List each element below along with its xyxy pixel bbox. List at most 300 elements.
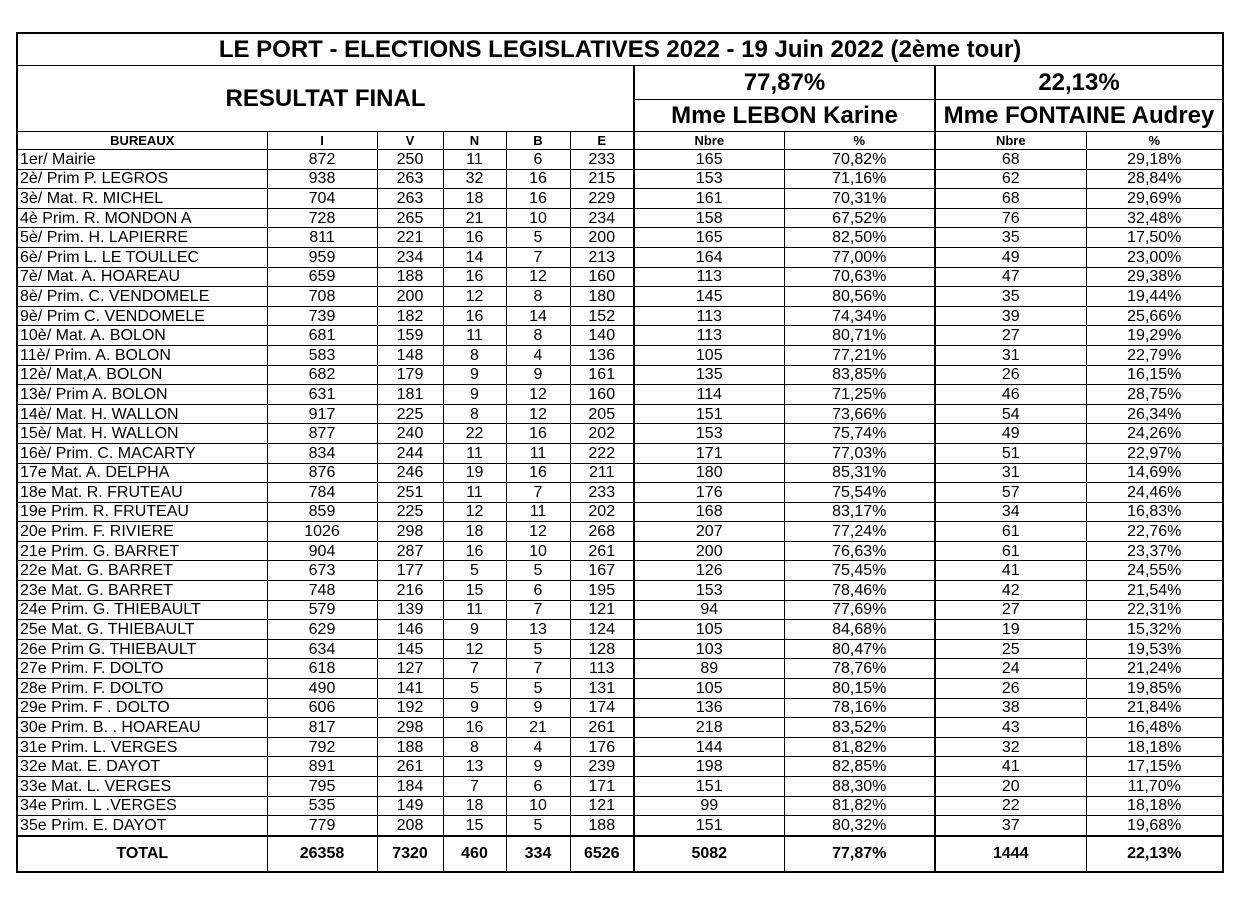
total-cell: 77,87% bbox=[784, 836, 935, 872]
bureau-name: 20e Prim. F. RIVIERE bbox=[17, 522, 267, 542]
table-cell: 250 bbox=[377, 150, 443, 170]
bureau-name: 24e Prim. G. THIEBAULT bbox=[17, 600, 267, 620]
table-cell: 171 bbox=[570, 777, 634, 797]
table-cell: 198 bbox=[634, 757, 784, 777]
total-cell: 22,13% bbox=[1086, 836, 1223, 872]
bureau-name: 16è/ Prim. C. MACARTY bbox=[17, 443, 267, 463]
table-cell: 11 bbox=[443, 150, 506, 170]
table-cell: 5 bbox=[443, 561, 506, 581]
table-cell: 234 bbox=[377, 247, 443, 267]
table-cell: 61 bbox=[935, 522, 1086, 542]
table-cell: 579 bbox=[267, 600, 377, 620]
table-cell: 263 bbox=[377, 169, 443, 189]
table-cell: 174 bbox=[570, 698, 634, 718]
table-cell: 708 bbox=[267, 287, 377, 307]
table-cell: 225 bbox=[377, 502, 443, 522]
table-cell: 6 bbox=[506, 777, 570, 797]
bureau-name: 29e Prim. F . DOLTO bbox=[17, 698, 267, 718]
table-cell: 39 bbox=[935, 306, 1086, 326]
table-cell: 784 bbox=[267, 483, 377, 503]
table-cell: 28,75% bbox=[1086, 385, 1223, 405]
table-cell: 202 bbox=[570, 424, 634, 444]
bureau-name: 33e Mat. L. VERGES bbox=[17, 777, 267, 797]
table-cell: 46 bbox=[935, 385, 1086, 405]
table-cell: 261 bbox=[570, 541, 634, 561]
table-cell: 629 bbox=[267, 620, 377, 640]
table-cell: 49 bbox=[935, 424, 1086, 444]
table-cell: 176 bbox=[634, 483, 784, 503]
table-cell: 41 bbox=[935, 561, 1086, 581]
table-cell: 11 bbox=[443, 600, 506, 620]
table-cell: 139 bbox=[377, 600, 443, 620]
table-cell: 10 bbox=[506, 541, 570, 561]
table-cell: 67,52% bbox=[784, 208, 935, 228]
total-row bbox=[17, 836, 1223, 872]
table-cell: 5 bbox=[443, 679, 506, 699]
table-cell: 161 bbox=[634, 189, 784, 209]
table-cell: 817 bbox=[267, 718, 377, 738]
table-cell: 5 bbox=[506, 228, 570, 248]
table-cell: 222 bbox=[570, 443, 634, 463]
table-cell: 200 bbox=[634, 541, 784, 561]
table-cell: 77,21% bbox=[784, 345, 935, 365]
table-cell: 10 bbox=[506, 796, 570, 816]
table-cell: 22,79% bbox=[1086, 345, 1223, 365]
bureau-name: 31e Prim. L. VERGES bbox=[17, 737, 267, 757]
table-cell: 28,84% bbox=[1086, 169, 1223, 189]
total-cell: 6526 bbox=[570, 836, 634, 872]
table-cell: 80,32% bbox=[784, 816, 935, 836]
table-cell: 27 bbox=[935, 326, 1086, 346]
table-cell: 18 bbox=[443, 796, 506, 816]
column-header: % bbox=[784, 132, 935, 150]
table-cell: 938 bbox=[267, 169, 377, 189]
table-cell: 792 bbox=[267, 737, 377, 757]
total-cell: 1444 bbox=[935, 836, 1086, 872]
table-cell: 891 bbox=[267, 757, 377, 777]
table-row bbox=[17, 777, 1223, 797]
table-cell: 135 bbox=[634, 365, 784, 385]
table-cell: 152 bbox=[570, 306, 634, 326]
table-cell: 14,69% bbox=[1086, 463, 1223, 483]
table-cell: 16 bbox=[443, 228, 506, 248]
table-cell: 42 bbox=[935, 581, 1086, 601]
table-cell: 216 bbox=[377, 581, 443, 601]
table-cell: 9 bbox=[443, 385, 506, 405]
table-cell: 80,15% bbox=[784, 679, 935, 699]
bureau-name: 14è/ Mat. H. WALLON bbox=[17, 404, 267, 424]
table-cell: 21,84% bbox=[1086, 698, 1223, 718]
table-cell: 8 bbox=[443, 404, 506, 424]
table-cell: 16 bbox=[506, 189, 570, 209]
table-cell: 136 bbox=[570, 345, 634, 365]
table-cell: 225 bbox=[377, 404, 443, 424]
table-cell: 77,00% bbox=[784, 247, 935, 267]
table-cell: 682 bbox=[267, 365, 377, 385]
table-cell: 7 bbox=[443, 777, 506, 797]
table-row bbox=[17, 150, 1223, 170]
bureau-name: 23e Mat. G. BARRET bbox=[17, 581, 267, 601]
table-cell: 94 bbox=[634, 600, 784, 620]
bureau-name: 15è/ Mat. H. WALLON bbox=[17, 424, 267, 444]
table-cell: 76 bbox=[935, 208, 1086, 228]
bureau-name: 17e Mat. A. DELPHA bbox=[17, 463, 267, 483]
column-header: BUREAUX bbox=[17, 132, 267, 150]
bureau-name: 5è/ Prim. H. LAPIERRE bbox=[17, 228, 267, 248]
table-cell: 739 bbox=[267, 306, 377, 326]
table-cell: 29,38% bbox=[1086, 267, 1223, 287]
table-cell: 18,18% bbox=[1086, 796, 1223, 816]
table-cell: 24,46% bbox=[1086, 483, 1223, 503]
table-row bbox=[17, 228, 1223, 248]
table-cell: 83,85% bbox=[784, 365, 935, 385]
table-cell: 261 bbox=[570, 718, 634, 738]
table-cell: 251 bbox=[377, 483, 443, 503]
column-header-row bbox=[17, 132, 1223, 150]
table-cell: 83,17% bbox=[784, 502, 935, 522]
bureau-name: 28e Prim. F. DOLTO bbox=[17, 679, 267, 699]
table-cell: 16 bbox=[506, 169, 570, 189]
table-cell: 75,54% bbox=[784, 483, 935, 503]
table-cell: 113 bbox=[634, 326, 784, 346]
table-cell: 136 bbox=[634, 698, 784, 718]
table-cell: 583 bbox=[267, 345, 377, 365]
table-cell: 22,97% bbox=[1086, 443, 1223, 463]
table-cell: 31 bbox=[935, 345, 1086, 365]
table-cell: 26 bbox=[935, 365, 1086, 385]
table-cell: 128 bbox=[570, 639, 634, 659]
table-cell: 16 bbox=[443, 267, 506, 287]
table-cell: 5 bbox=[506, 639, 570, 659]
table-cell: 239 bbox=[570, 757, 634, 777]
table-row bbox=[17, 679, 1223, 699]
table-cell: 834 bbox=[267, 443, 377, 463]
table-cell: 211 bbox=[570, 463, 634, 483]
table-cell: 103 bbox=[634, 639, 784, 659]
table-cell: 207 bbox=[634, 522, 784, 542]
table-cell: 25,66% bbox=[1086, 306, 1223, 326]
table-cell: 18,18% bbox=[1086, 737, 1223, 757]
table-cell: 141 bbox=[377, 679, 443, 699]
table-cell: 19 bbox=[443, 463, 506, 483]
table-cell: 200 bbox=[570, 228, 634, 248]
table-cell: 49 bbox=[935, 247, 1086, 267]
bureau-name: 9è/ Prim C. VENDOMELE bbox=[17, 306, 267, 326]
table-cell: 779 bbox=[267, 816, 377, 836]
table-cell: 127 bbox=[377, 659, 443, 679]
table-cell: 51 bbox=[935, 443, 1086, 463]
table-cell: 11 bbox=[443, 326, 506, 346]
table-cell: 78,46% bbox=[784, 581, 935, 601]
table-cell: 24 bbox=[935, 659, 1086, 679]
table-cell: 164 bbox=[634, 247, 784, 267]
table-cell: 7 bbox=[506, 483, 570, 503]
table-cell: 188 bbox=[377, 267, 443, 287]
table-cell: 153 bbox=[634, 424, 784, 444]
table-cell: 16 bbox=[506, 424, 570, 444]
table-row bbox=[17, 169, 1223, 189]
table-row bbox=[17, 757, 1223, 777]
table-cell: 917 bbox=[267, 404, 377, 424]
table-cell: 5 bbox=[506, 561, 570, 581]
table-cell: 29,18% bbox=[1086, 150, 1223, 170]
table-cell: 6 bbox=[506, 581, 570, 601]
table-cell: 126 bbox=[634, 561, 784, 581]
table-cell: 535 bbox=[267, 796, 377, 816]
table-cell: 80,71% bbox=[784, 326, 935, 346]
table-cell: 148 bbox=[377, 345, 443, 365]
table-cell: 11 bbox=[506, 443, 570, 463]
table-cell: 77,24% bbox=[784, 522, 935, 542]
total-cell: 334 bbox=[506, 836, 570, 872]
table-cell: 113 bbox=[570, 659, 634, 679]
table-cell: 21 bbox=[443, 208, 506, 228]
table-cell: 19,29% bbox=[1086, 326, 1223, 346]
table-cell: 728 bbox=[267, 208, 377, 228]
table-cell: 75,45% bbox=[784, 561, 935, 581]
table-cell: 7 bbox=[506, 659, 570, 679]
table-cell: 146 bbox=[377, 620, 443, 640]
bureau-name: 4è Prim. R. MONDON A bbox=[17, 208, 267, 228]
table-cell: 160 bbox=[570, 385, 634, 405]
table-cell: 208 bbox=[377, 816, 443, 836]
table-cell: 12 bbox=[506, 522, 570, 542]
table-cell: 218 bbox=[634, 718, 784, 738]
table-cell: 81,82% bbox=[784, 796, 935, 816]
table-cell: 17,15% bbox=[1086, 757, 1223, 777]
total-cell: 5082 bbox=[634, 836, 784, 872]
table-cell: 10 bbox=[506, 208, 570, 228]
table-cell: 195 bbox=[570, 581, 634, 601]
table-cell: 246 bbox=[377, 463, 443, 483]
table-row bbox=[17, 522, 1223, 542]
table-cell: 9 bbox=[506, 757, 570, 777]
candidate-1-name: Mme LEBON Karine bbox=[634, 100, 935, 132]
table-cell: 153 bbox=[634, 169, 784, 189]
table-cell: 24,26% bbox=[1086, 424, 1223, 444]
table-cell: 265 bbox=[377, 208, 443, 228]
table-cell: 287 bbox=[377, 541, 443, 561]
table-row bbox=[17, 561, 1223, 581]
table-cell: 77,69% bbox=[784, 600, 935, 620]
table-cell: 23,00% bbox=[1086, 247, 1223, 267]
table-cell: 9 bbox=[443, 365, 506, 385]
result-label: RESULTAT FINAL bbox=[17, 66, 634, 132]
table-cell: 8 bbox=[443, 737, 506, 757]
table-cell: 16 bbox=[443, 541, 506, 561]
candidate-2-name: Mme FONTAINE Audrey bbox=[935, 100, 1223, 132]
table-cell: 88,30% bbox=[784, 777, 935, 797]
table-cell: 38 bbox=[935, 698, 1086, 718]
table-cell: 16 bbox=[443, 306, 506, 326]
table-cell: 78,16% bbox=[784, 698, 935, 718]
table-cell: 176 bbox=[570, 737, 634, 757]
table-row bbox=[17, 600, 1223, 620]
table-cell: 151 bbox=[634, 404, 784, 424]
column-header: N bbox=[443, 132, 506, 150]
table-cell: 11 bbox=[443, 443, 506, 463]
table-cell: 12 bbox=[506, 404, 570, 424]
table-cell: 11,70% bbox=[1086, 777, 1223, 797]
table-row bbox=[17, 443, 1223, 463]
table-cell: 179 bbox=[377, 365, 443, 385]
table-cell: 165 bbox=[634, 228, 784, 248]
bureau-name: 13è/ Prim A. BOLON bbox=[17, 385, 267, 405]
table-cell: 877 bbox=[267, 424, 377, 444]
table-cell: 7 bbox=[506, 247, 570, 267]
table-cell: 161 bbox=[570, 365, 634, 385]
table-cell: 68 bbox=[935, 189, 1086, 209]
table-cell: 62 bbox=[935, 169, 1086, 189]
table-cell: 268 bbox=[570, 522, 634, 542]
table-cell: 606 bbox=[267, 698, 377, 718]
table-cell: 153 bbox=[634, 581, 784, 601]
table-cell: 121 bbox=[570, 600, 634, 620]
table-cell: 15 bbox=[443, 816, 506, 836]
table-cell: 213 bbox=[570, 247, 634, 267]
table-cell: 4 bbox=[506, 345, 570, 365]
table-cell: 145 bbox=[377, 639, 443, 659]
table-cell: 659 bbox=[267, 267, 377, 287]
table-row bbox=[17, 620, 1223, 640]
bureau-name: 22e Mat. G. BARRET bbox=[17, 561, 267, 581]
table-cell: 180 bbox=[634, 463, 784, 483]
table-row bbox=[17, 267, 1223, 287]
table-cell: 159 bbox=[377, 326, 443, 346]
table-cell: 4 bbox=[506, 737, 570, 757]
table-row bbox=[17, 639, 1223, 659]
table-cell: 263 bbox=[377, 189, 443, 209]
table-cell: 82,50% bbox=[784, 228, 935, 248]
table-cell: 31 bbox=[935, 463, 1086, 483]
table-cell: 188 bbox=[570, 816, 634, 836]
table-cell: 184 bbox=[377, 777, 443, 797]
table-cell: 13 bbox=[443, 757, 506, 777]
table-row bbox=[17, 365, 1223, 385]
bureau-name: 1er/ Mairie bbox=[17, 150, 267, 170]
column-header: Nbre bbox=[935, 132, 1086, 150]
table-cell: 22 bbox=[935, 796, 1086, 816]
table-cell: 233 bbox=[570, 150, 634, 170]
table-cell: 7 bbox=[443, 659, 506, 679]
page-title: LE PORT - ELECTIONS LEGISLATIVES 2022 - 19 Juin 2022 (2ème tour) bbox=[17, 33, 1223, 66]
table-cell: 26,34% bbox=[1086, 404, 1223, 424]
total-cell: 26358 bbox=[267, 836, 377, 872]
table-cell: 188 bbox=[377, 737, 443, 757]
bureau-name: 8è/ Prim. C. VENDOMELE bbox=[17, 287, 267, 307]
table-cell: 151 bbox=[634, 777, 784, 797]
table-cell: 634 bbox=[267, 639, 377, 659]
table-cell: 47 bbox=[935, 267, 1086, 287]
table-row bbox=[17, 502, 1223, 522]
table-cell: 177 bbox=[377, 561, 443, 581]
table-cell: 71,25% bbox=[784, 385, 935, 405]
table-cell: 57 bbox=[935, 483, 1086, 503]
table-cell: 748 bbox=[267, 581, 377, 601]
table-cell: 35 bbox=[935, 228, 1086, 248]
table-cell: 16,15% bbox=[1086, 365, 1223, 385]
table-cell: 105 bbox=[634, 620, 784, 640]
table-cell: 145 bbox=[634, 287, 784, 307]
bureau-name: 35e Prim. E. DAYOT bbox=[17, 816, 267, 836]
bureau-name: 34e Prim. L .VERGES bbox=[17, 796, 267, 816]
table-cell: 61 bbox=[935, 541, 1086, 561]
table-cell: 681 bbox=[267, 326, 377, 346]
table-cell: 12 bbox=[443, 287, 506, 307]
table-cell: 77,03% bbox=[784, 443, 935, 463]
table-cell: 673 bbox=[267, 561, 377, 581]
total-label: TOTAL bbox=[17, 836, 267, 872]
table-cell: 151 bbox=[634, 816, 784, 836]
data-rows bbox=[17, 150, 1223, 836]
table-cell: 631 bbox=[267, 385, 377, 405]
table-cell: 9 bbox=[443, 620, 506, 640]
table-row bbox=[17, 541, 1223, 561]
table-cell: 144 bbox=[634, 737, 784, 757]
table-cell: 80,56% bbox=[784, 287, 935, 307]
bureau-name: 26e Prim G. THIEBAULT bbox=[17, 639, 267, 659]
table-cell: 113 bbox=[634, 306, 784, 326]
table-cell: 298 bbox=[377, 718, 443, 738]
table-row bbox=[17, 424, 1223, 444]
table-cell: 83,52% bbox=[784, 718, 935, 738]
table-cell: 12 bbox=[506, 267, 570, 287]
table-cell: 121 bbox=[570, 796, 634, 816]
table-cell: 73,66% bbox=[784, 404, 935, 424]
table-cell: 168 bbox=[634, 502, 784, 522]
table-cell: 140 bbox=[570, 326, 634, 346]
table-row bbox=[17, 326, 1223, 346]
table-cell: 37 bbox=[935, 816, 1086, 836]
table-cell: 5 bbox=[506, 816, 570, 836]
column-header: % bbox=[1086, 132, 1223, 150]
table-cell: 200 bbox=[377, 287, 443, 307]
candidate-2-percent: 22,13% bbox=[935, 66, 1223, 100]
table-cell: 18 bbox=[443, 189, 506, 209]
table-cell: 15 bbox=[443, 581, 506, 601]
table-cell: 99 bbox=[634, 796, 784, 816]
table-cell: 244 bbox=[377, 443, 443, 463]
table-cell: 16,83% bbox=[1086, 502, 1223, 522]
table-cell: 16 bbox=[443, 718, 506, 738]
table-cell: 124 bbox=[570, 620, 634, 640]
table-cell: 22,31% bbox=[1086, 600, 1223, 620]
table-cell: 131 bbox=[570, 679, 634, 699]
table-cell: 14 bbox=[506, 306, 570, 326]
bureau-name: 11è/ Prim. A. BOLON bbox=[17, 345, 267, 365]
table-cell: 298 bbox=[377, 522, 443, 542]
table-cell: 17,50% bbox=[1086, 228, 1223, 248]
table-cell: 959 bbox=[267, 247, 377, 267]
total-cell: 460 bbox=[443, 836, 506, 872]
table-cell: 19,85% bbox=[1086, 679, 1223, 699]
table-cell: 54 bbox=[935, 404, 1086, 424]
table-cell: 261 bbox=[377, 757, 443, 777]
table-cell: 19,53% bbox=[1086, 639, 1223, 659]
table-cell: 171 bbox=[634, 443, 784, 463]
total-cell: 7320 bbox=[377, 836, 443, 872]
table-row bbox=[17, 385, 1223, 405]
bureau-name: 7è/ Mat. A. HOAREAU bbox=[17, 267, 267, 287]
column-header: I bbox=[267, 132, 377, 150]
table-cell: 158 bbox=[634, 208, 784, 228]
table-cell: 11 bbox=[506, 502, 570, 522]
table-cell: 113 bbox=[634, 267, 784, 287]
table-cell: 41 bbox=[935, 757, 1086, 777]
table-cell: 233 bbox=[570, 483, 634, 503]
table-row bbox=[17, 483, 1223, 503]
table-cell: 85,31% bbox=[784, 463, 935, 483]
